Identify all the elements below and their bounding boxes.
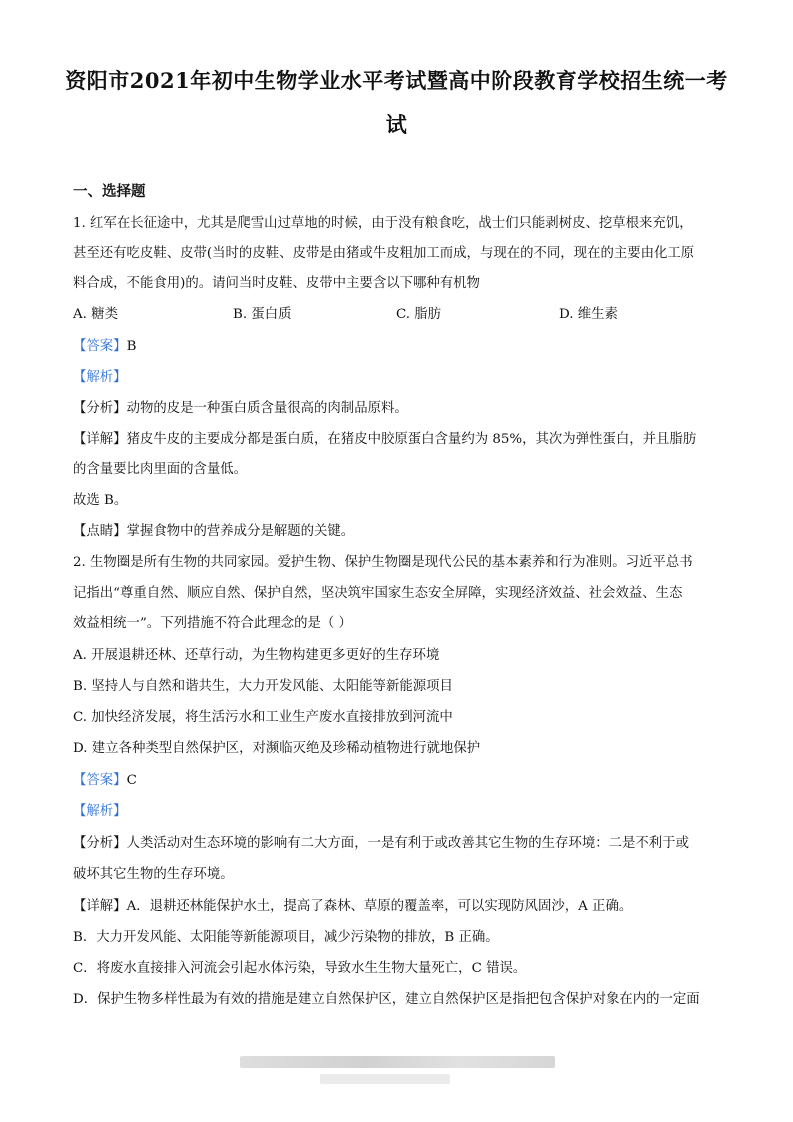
q1-dianjing-text: 掌握食物中的营养成分是解题的关键。: [126, 524, 355, 539]
q2-stem-line-3: 效益相统一”。下列措施不符合此理念的是（ ）: [73, 616, 352, 631]
q1-xiangjie-text-1: 猪皮牛皮的主要成分都是蛋白质，在猪皮中胶原蛋白含量约为 85%，其次为弹性蛋白，并且脂肪: [126, 432, 697, 447]
q1-option-d: D. 维生素: [559, 307, 618, 322]
q2-option-c: C. 加快经济发展，将生活污水和工业生产废水直接排放到河流中: [73, 710, 453, 725]
blurred-footer-watermark-sub: [320, 1074, 450, 1084]
q2-option-b: B. 坚持人与自然和谐共生，大力开发风能、太阳能等新能源项目: [73, 679, 453, 694]
q2-stem-line-1: 2. 生物圈是所有生物的共同家园。爱护生物、保护生物圈是现代公民的基本素养和行为准则。习近平总书: [73, 555, 693, 570]
q2-analysis-heading: [73, 802, 723, 822]
q1-conclusion: 故选 B。: [73, 493, 128, 508]
q1-fenxi: [73, 399, 723, 419]
document-title-line-1: 资阳市2021年初中生物学业水平考试暨高中阶段教育学校招生统一考: [65, 68, 728, 93]
dianjing-tag: 【点睛】: [73, 524, 127, 539]
q1-xiangjie-line-2: 的含量要比肉里面的含量低。: [73, 462, 248, 477]
q1-analysis-heading: [73, 368, 723, 388]
answer-tag: 【答案】: [73, 339, 127, 354]
analysis-tag: 【解析】: [73, 370, 127, 385]
q1-option-a: A. 糖类: [73, 307, 118, 322]
q2-stem-line-2: 记指出“尊重自然、顺应自然、保护自然，坚决筑牢国家生态安全屏障，实现经济效益、社会效益、生态: [73, 586, 683, 601]
section-heading: 一、选择题: [73, 183, 146, 200]
document-title-line-2: 试: [385, 112, 408, 137]
blurred-footer-watermark: [240, 1056, 555, 1068]
analysis-tag: 【解析】: [73, 804, 127, 819]
q1-option-c: C. 脂肪: [396, 307, 442, 322]
q2-xiangjie-text-1: A．退耕还林能保护水土，提高了森林、草原的覆盖率，可以实现防风固沙，A 正确。: [126, 899, 633, 914]
q1-dianjing: [73, 522, 723, 542]
q2-option-a: A. 开展退耕还林、还草行动，为生物构建更多更好的生存环境: [73, 648, 440, 663]
q1-fenxi-text: 动物的皮是一种蛋白质含量很高的肉制品原料。: [126, 401, 408, 416]
q2-fenxi-line-2: 破坏其它生物的生存环境。: [73, 867, 234, 882]
q2-xiangjie-line-2: B．大力开发风能、太阳能等新能源项目，减少污染物的排放，B 正确。: [73, 930, 499, 945]
fenxi-tag: 【分析】: [73, 401, 127, 416]
q1-option-b: B. 蛋白质: [233, 307, 292, 322]
q1-answer: [73, 337, 723, 357]
q1-stem-line-1: 1. 红军在长征途中，尤其是爬雪山过草地的时候，由于没有粮食吃，战士们只能剥树皮、挖草根来充饥，: [73, 216, 693, 231]
q2-option-d: D. 建立各种类型自然保护区，对濒临灭绝及珍稀动植物进行就地保护: [73, 741, 481, 756]
q1-xiangjie-line-1: [73, 430, 723, 450]
q2-xiangjie-line-4: D．保护生物多样性最为有效的措施是建立自然保护区，建立自然保护区是指把包含保护对象在内的一定面: [73, 992, 700, 1007]
q1-stem-line-3: 料合成，不能食用)的。请问当时皮鞋、皮带中主要含以下哪种有机物: [73, 276, 480, 291]
xiangjie-tag: 【详解】: [73, 899, 127, 914]
q2-xiangjie-line-3: C．将废水直接排入河流会引起水体污染，导致水生生物大量死亡，C 错误。: [73, 961, 527, 976]
q2-answer-value: C: [126, 773, 137, 788]
xiangjie-tag: 【详解】: [73, 432, 127, 447]
answer-tag: 【答案】: [73, 773, 127, 788]
q2-fenxi-line-1: [73, 834, 723, 854]
q1-options: [73, 305, 723, 325]
q2-answer: [73, 771, 723, 791]
q1-stem-line-2: 甚至还有吃皮鞋、皮带(当时的皮鞋、皮带是由猪或牛皮粗加工而成，与现在的不同，现在的主要由化工原: [73, 246, 695, 261]
q2-xiangjie-line-1: [73, 897, 723, 917]
q1-answer-value: B: [126, 339, 137, 354]
fenxi-tag: 【分析】: [73, 836, 127, 851]
q2-fenxi-text-1: 人类活动对生态环境的影响有二大方面，一是有利于或改善其它生物的生存环境：二是不利于或: [126, 836, 689, 851]
